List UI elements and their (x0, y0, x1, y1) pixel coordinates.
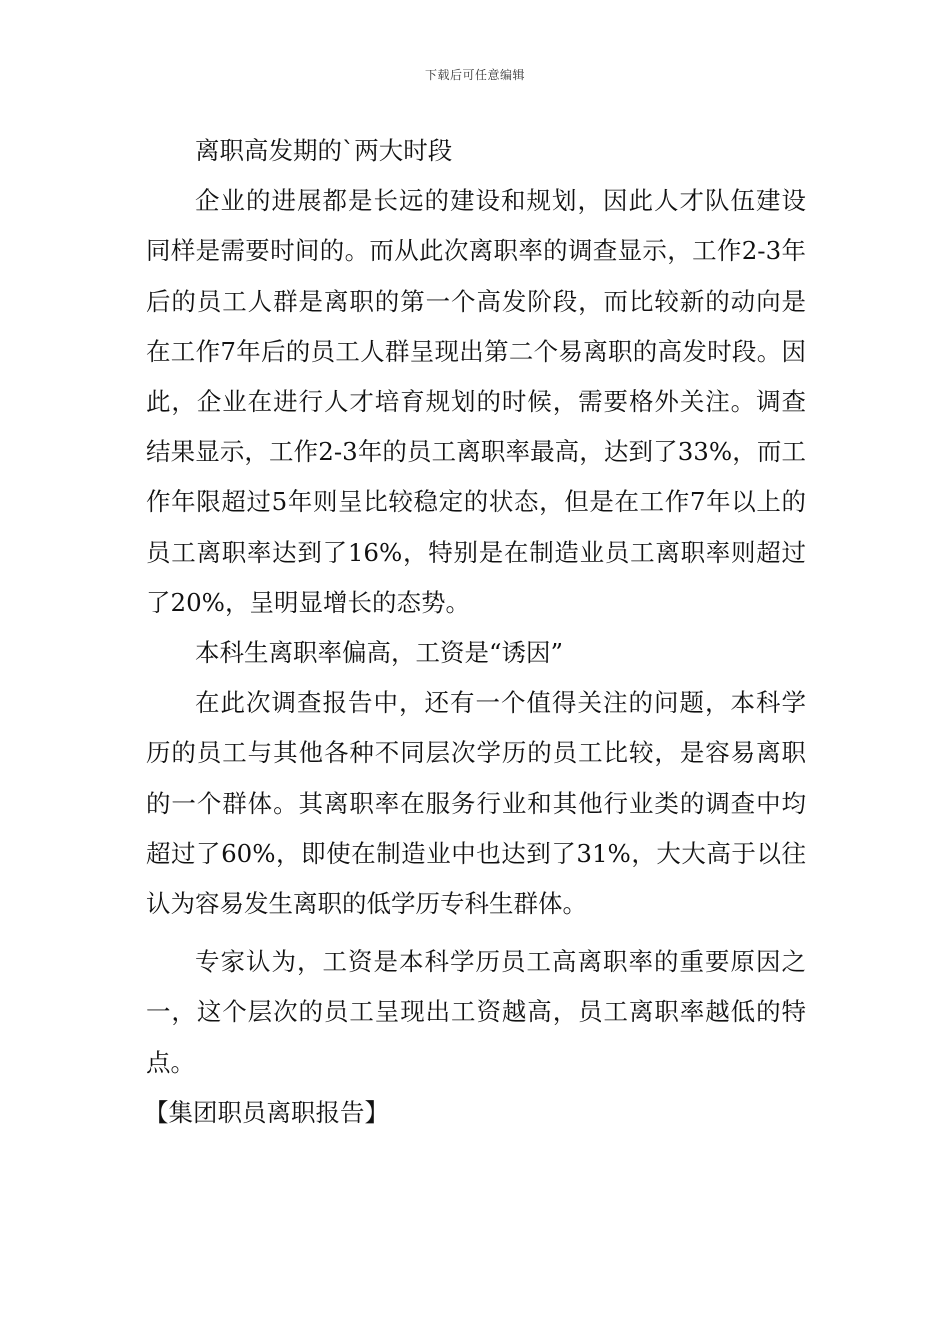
section-heading-peak-periods: 离职高发期的`两大时段 (195, 136, 453, 165)
paragraph-undergrad: 在此次调查报告中，还有一个值得关注的问题，本科学历的员工与其他各种不同层次学历的员工比较，是容易离职的一个群体。其离职率在服务行业和其他行业类的调查中均超过了60%，即使在制造业中也达到了31%，大大高于以往认为容易发生离职的低学历专科生群体。 (146, 688, 806, 919)
paragraph-gap (146, 929, 806, 937)
header-note: 下载后可任意编辑 (424, 68, 525, 82)
report-title: 【集团职员离职报告】 (144, 1097, 389, 1127)
paragraph-expert-view: 专家认为，工资是本科学历员工高离职率的重要原因之一，这个层次的员工呈现出工资越高，员工离职率越低的特点。 (146, 947, 806, 1077)
document-body (146, 126, 806, 1138)
paragraph-peak-periods: 企业的进展都是长远的建设和规划，因此人才队伍建设同样是需要时间的。而从此次离职率的调查显示，工作2-3年后的员工人群是离职的第一个高发阶段，而比较新的动向是在工作7年后的员工人群呈现出第二个易离职的高发时段。因此，企业在进行人才培育规划的时候，需要格外关注。调查结果显示，工作2-3年的员工离职率最高，达到了33%，而工作年限超过5年则呈比较稳定的状态，但是在工作7年以上的员工离职率达到了16%，特别是在制造业员工离职率则超过了20%，呈明显增长的态势。 (146, 186, 806, 617)
section-heading-undergrad: 本科生离职率偏高，工资是“诱因” (195, 638, 564, 668)
